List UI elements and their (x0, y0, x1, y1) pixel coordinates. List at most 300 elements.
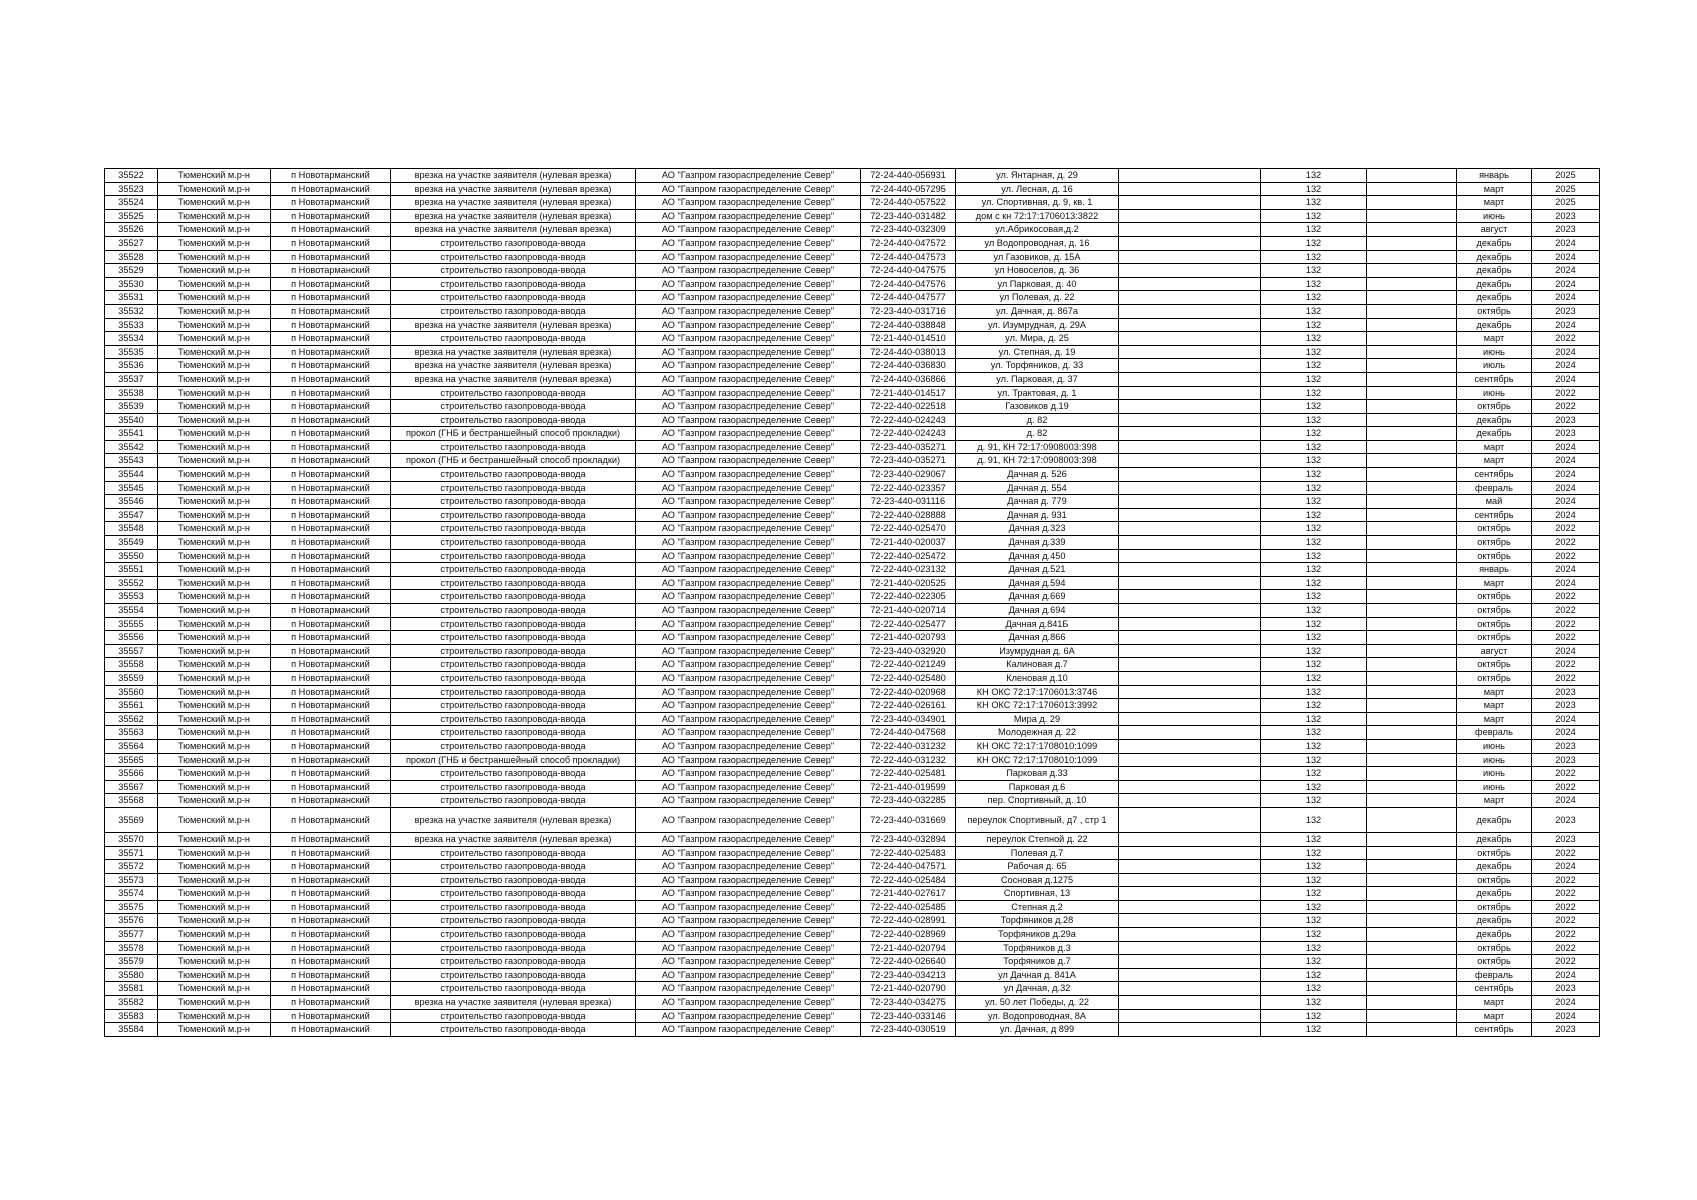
work-type-cell: врезка на участке заявителя (нулевая врезка) (391, 372, 636, 386)
month-cell: декабрь (1457, 236, 1532, 250)
empty-cell (1119, 780, 1261, 794)
empty-cell (1119, 712, 1261, 726)
request-number-cell: 72-22-440-026640 (861, 955, 956, 969)
request-number-cell: 72-22-440-020968 (861, 685, 956, 699)
request-number-cell: 72-23-440-033146 (861, 1009, 956, 1023)
table-row (105, 712, 1600, 726)
address-cell: КН ОКС 72:17:1708010:1099 (956, 739, 1119, 753)
district-cell: Тюменский м.р-н (158, 359, 271, 373)
year-cell: 2024 (1532, 794, 1600, 808)
empty-cell (1367, 996, 1457, 1010)
organization-cell: АО "Газпром газораспределение Север" (636, 291, 861, 305)
organization-cell: АО "Газпром газораспределение Север" (636, 250, 861, 264)
empty-cell (1367, 522, 1457, 536)
empty-cell (1367, 182, 1457, 196)
settlement-cell: п Новотарманский (271, 941, 391, 955)
table-row (105, 495, 1600, 509)
request-number-cell: 72-23-440-034901 (861, 712, 956, 726)
month-cell: май (1457, 495, 1532, 509)
row-id-cell: 35574 (105, 887, 158, 901)
work-type-cell: врезка на участке заявителя (нулевая врезка) (391, 996, 636, 1010)
work-type-cell: строительство газопровода-ввода (391, 250, 636, 264)
month-cell: декабрь (1457, 291, 1532, 305)
month-cell: декабрь (1457, 914, 1532, 928)
month-cell: сентябрь (1457, 508, 1532, 522)
request-number-cell: 72-23-440-029067 (861, 468, 956, 482)
request-number-cell: 72-22-440-025483 (861, 846, 956, 860)
district-cell: Тюменский м.р-н (158, 400, 271, 414)
empty-cell (1119, 604, 1261, 618)
empty-cell (1119, 440, 1261, 454)
work-type-cell: строительство газопровода-ввода (391, 440, 636, 454)
work-type-cell: строительство газопровода-ввода (391, 604, 636, 618)
request-number-cell: 72-24-440-047568 (861, 726, 956, 740)
empty-cell (1119, 996, 1261, 1010)
empty-cell (1119, 846, 1261, 860)
work-type-cell: строительство газопровода-ввода (391, 968, 636, 982)
value-cell: 132 (1261, 196, 1367, 210)
request-number-cell: 72-22-440-023357 (861, 481, 956, 495)
month-cell: март (1457, 576, 1532, 590)
organization-cell: АО "Газпром газораспределение Север" (636, 536, 861, 550)
month-cell: декабрь (1457, 832, 1532, 846)
empty-cell (1367, 468, 1457, 482)
empty-cell (1367, 1023, 1457, 1037)
district-cell: Тюменский м.р-н (158, 887, 271, 901)
month-cell: октябрь (1457, 671, 1532, 685)
organization-cell: АО "Газпром газораспределение Север" (636, 359, 861, 373)
empty-cell (1367, 699, 1457, 713)
row-id-cell: 35580 (105, 968, 158, 982)
district-cell: Тюменский м.р-н (158, 753, 271, 767)
value-cell: 132 (1261, 767, 1367, 781)
work-type-cell: строительство газопровода-ввода (391, 617, 636, 631)
address-cell: Спортивная, 13 (956, 887, 1119, 901)
table-row (105, 209, 1600, 223)
empty-cell (1119, 968, 1261, 982)
organization-cell: АО "Газпром газораспределение Север" (636, 481, 861, 495)
work-type-cell: прокол (ГНБ и бестраншейный способ прокладки) (391, 454, 636, 468)
value-cell: 132 (1261, 182, 1367, 196)
settlement-cell: п Новотарманский (271, 236, 391, 250)
year-cell: 2022 (1532, 522, 1600, 536)
settlement-cell: п Новотарманский (271, 739, 391, 753)
work-type-cell: строительство газопровода-ввода (391, 873, 636, 887)
request-number-cell: 72-24-440-038848 (861, 318, 956, 332)
year-cell: 2024 (1532, 576, 1600, 590)
request-number-cell: 72-21-440-020714 (861, 604, 956, 618)
row-id-cell: 35581 (105, 982, 158, 996)
value-cell: 132 (1261, 440, 1367, 454)
address-cell: Дачная д.669 (956, 590, 1119, 604)
row-id-cell: 35566 (105, 767, 158, 781)
table-row (105, 996, 1600, 1010)
work-type-cell: строительство газопровода-ввода (391, 264, 636, 278)
organization-cell: АО "Газпром газораспределение Север" (636, 914, 861, 928)
request-number-cell: 72-23-440-032920 (861, 644, 956, 658)
work-type-cell: строительство газопровода-ввода (391, 928, 636, 942)
row-id-cell: 35569 (105, 807, 158, 832)
row-id-cell: 35554 (105, 604, 158, 618)
request-number-cell: 72-22-440-024243 (861, 427, 956, 441)
value-cell: 132 (1261, 236, 1367, 250)
request-number-cell: 72-24-440-036866 (861, 372, 956, 386)
month-cell: октябрь (1457, 304, 1532, 318)
year-cell: 2024 (1532, 644, 1600, 658)
year-cell: 2022 (1532, 955, 1600, 969)
row-id-cell: 35538 (105, 386, 158, 400)
address-cell: Дачная д.323 (956, 522, 1119, 536)
organization-cell: АО "Газпром газораспределение Север" (636, 604, 861, 618)
year-cell: 2023 (1532, 739, 1600, 753)
settlement-cell: п Новотарманский (271, 767, 391, 781)
work-type-cell: строительство газопровода-ввода (391, 304, 636, 318)
settlement-cell: п Новотарманский (271, 712, 391, 726)
empty-cell (1367, 739, 1457, 753)
value-cell: 132 (1261, 644, 1367, 658)
empty-cell (1119, 359, 1261, 373)
table-row (105, 873, 1600, 887)
work-type-cell: строительство газопровода-ввода (391, 522, 636, 536)
work-type-cell: строительство газопровода-ввода (391, 413, 636, 427)
row-id-cell: 35528 (105, 250, 158, 264)
value-cell: 132 (1261, 739, 1367, 753)
empty-cell (1367, 400, 1457, 414)
district-cell: Тюменский м.р-н (158, 941, 271, 955)
request-number-cell: 72-22-440-021249 (861, 658, 956, 672)
request-number-cell: 72-23-440-030519 (861, 1023, 956, 1037)
year-cell: 2022 (1532, 928, 1600, 942)
empty-cell (1367, 900, 1457, 914)
organization-cell: АО "Газпром газораспределение Север" (636, 807, 861, 832)
address-cell: Калиновая д.7 (956, 658, 1119, 672)
row-id-cell: 35558 (105, 658, 158, 672)
empty-cell (1119, 739, 1261, 753)
settlement-cell: п Новотарманский (271, 968, 391, 982)
empty-cell (1119, 699, 1261, 713)
empty-cell (1367, 928, 1457, 942)
empty-cell (1119, 887, 1261, 901)
row-id-cell: 35544 (105, 468, 158, 482)
row-id-cell: 35526 (105, 223, 158, 237)
district-cell: Тюменский м.р-н (158, 712, 271, 726)
empty-cell (1367, 250, 1457, 264)
empty-cell (1367, 169, 1457, 183)
year-cell: 2022 (1532, 386, 1600, 400)
request-number-cell: 72-22-440-024243 (861, 413, 956, 427)
table-row (105, 1023, 1600, 1037)
year-cell: 2024 (1532, 291, 1600, 305)
district-cell: Тюменский м.р-н (158, 590, 271, 604)
table-row (105, 671, 1600, 685)
request-number-cell: 72-23-440-031716 (861, 304, 956, 318)
address-cell: ул Дачная, д.32 (956, 982, 1119, 996)
settlement-cell: п Новотарманский (271, 332, 391, 346)
organization-cell: АО "Газпром газораспределение Север" (636, 671, 861, 685)
row-id-cell: 35560 (105, 685, 158, 699)
empty-cell (1119, 495, 1261, 509)
work-type-cell: строительство газопровода-ввода (391, 780, 636, 794)
district-cell: Тюменский м.р-н (158, 236, 271, 250)
table-row (105, 169, 1600, 183)
empty-cell (1119, 223, 1261, 237)
empty-cell (1367, 780, 1457, 794)
district-cell: Тюменский м.р-н (158, 427, 271, 441)
table-row (105, 481, 1600, 495)
district-cell: Тюменский м.р-н (158, 631, 271, 645)
district-cell: Тюменский м.р-н (158, 846, 271, 860)
empty-cell (1119, 345, 1261, 359)
settlement-cell: п Новотарманский (271, 726, 391, 740)
year-cell: 2024 (1532, 372, 1600, 386)
empty-cell (1119, 427, 1261, 441)
organization-cell: АО "Газпром газораспределение Север" (636, 739, 861, 753)
month-cell: март (1457, 196, 1532, 210)
district-cell: Тюменский м.р-н (158, 563, 271, 577)
settlement-cell: п Новотарманский (271, 900, 391, 914)
empty-cell (1367, 427, 1457, 441)
settlement-cell: п Новотарманский (271, 576, 391, 590)
empty-cell (1367, 631, 1457, 645)
address-cell: ул Новоселов, д. 36 (956, 264, 1119, 278)
month-cell: июнь (1457, 767, 1532, 781)
organization-cell: АО "Газпром газораспределение Север" (636, 928, 861, 942)
work-type-cell: строительство газопровода-ввода (391, 481, 636, 495)
row-id-cell: 35557 (105, 644, 158, 658)
settlement-cell: п Новотарманский (271, 699, 391, 713)
year-cell: 2024 (1532, 1009, 1600, 1023)
month-cell: январь (1457, 563, 1532, 577)
district-cell: Тюменский м.р-н (158, 304, 271, 318)
organization-cell: АО "Газпром газораспределение Север" (636, 996, 861, 1010)
month-cell: март (1457, 182, 1532, 196)
empty-cell (1367, 223, 1457, 237)
empty-cell (1367, 563, 1457, 577)
empty-cell (1119, 291, 1261, 305)
address-cell: ул. Торфяников, д. 33 (956, 359, 1119, 373)
settlement-cell: п Новотарманский (271, 753, 391, 767)
address-cell: Изумрудная д. 6А (956, 644, 1119, 658)
empty-cell (1119, 264, 1261, 278)
district-cell: Тюменский м.р-н (158, 685, 271, 699)
row-id-cell: 35531 (105, 291, 158, 305)
table-row (105, 318, 1600, 332)
empty-cell (1367, 495, 1457, 509)
empty-cell (1367, 887, 1457, 901)
work-type-cell: строительство газопровода-ввода (391, 794, 636, 808)
month-cell: октябрь (1457, 631, 1532, 645)
table-row (105, 468, 1600, 482)
table-row (105, 780, 1600, 794)
month-cell: июнь (1457, 780, 1532, 794)
table-row (105, 699, 1600, 713)
district-cell: Тюменский м.р-н (158, 928, 271, 942)
month-cell: июль (1457, 359, 1532, 373)
district-cell: Тюменский м.р-н (158, 169, 271, 183)
empty-cell (1119, 753, 1261, 767)
empty-cell (1367, 209, 1457, 223)
month-cell: декабрь (1457, 807, 1532, 832)
table-row (105, 508, 1600, 522)
empty-cell (1367, 332, 1457, 346)
settlement-cell: п Новотарманский (271, 196, 391, 210)
value-cell: 132 (1261, 887, 1367, 901)
table-row (105, 522, 1600, 536)
request-number-cell: 72-22-440-031232 (861, 753, 956, 767)
empty-cell (1367, 304, 1457, 318)
year-cell: 2024 (1532, 495, 1600, 509)
year-cell: 2023 (1532, 832, 1600, 846)
year-cell: 2023 (1532, 685, 1600, 699)
organization-cell: АО "Газпром газораспределение Север" (636, 196, 861, 210)
settlement-cell: п Новотарманский (271, 522, 391, 536)
district-cell: Тюменский м.р-н (158, 873, 271, 887)
row-id-cell: 35572 (105, 860, 158, 874)
district-cell: Тюменский м.р-н (158, 576, 271, 590)
district-cell: Тюменский м.р-н (158, 860, 271, 874)
settlement-cell: п Новотарманский (271, 454, 391, 468)
settlement-cell: п Новотарманский (271, 495, 391, 509)
work-type-cell: строительство газопровода-ввода (391, 658, 636, 672)
value-cell: 132 (1261, 372, 1367, 386)
table-row (105, 941, 1600, 955)
row-id-cell: 35565 (105, 753, 158, 767)
month-cell: сентябрь (1457, 372, 1532, 386)
year-cell: 2022 (1532, 549, 1600, 563)
organization-cell: АО "Газпром газораспределение Север" (636, 767, 861, 781)
work-type-cell: врезка на участке заявителя (нулевая врезка) (391, 345, 636, 359)
month-cell: февраль (1457, 481, 1532, 495)
empty-cell (1119, 726, 1261, 740)
table-row (105, 386, 1600, 400)
year-cell: 2022 (1532, 536, 1600, 550)
request-number-cell: 72-22-440-025480 (861, 671, 956, 685)
value-cell: 132 (1261, 209, 1367, 223)
request-number-cell: 72-24-440-047572 (861, 236, 956, 250)
year-cell: 2024 (1532, 318, 1600, 332)
organization-cell: АО "Газпром газораспределение Север" (636, 508, 861, 522)
month-cell: октябрь (1457, 658, 1532, 672)
empty-cell (1367, 264, 1457, 278)
district-cell: Тюменский м.р-н (158, 726, 271, 740)
request-number-cell: 72-22-440-025484 (861, 873, 956, 887)
organization-cell: АО "Газпром газораспределение Север" (636, 726, 861, 740)
request-number-cell: 72-22-440-026161 (861, 699, 956, 713)
value-cell: 132 (1261, 359, 1367, 373)
year-cell: 2023 (1532, 223, 1600, 237)
year-cell: 2022 (1532, 900, 1600, 914)
settlement-cell: п Новотарманский (271, 794, 391, 808)
address-cell: Дачная д. 526 (956, 468, 1119, 482)
organization-cell: АО "Газпром газораспределение Север" (636, 658, 861, 672)
request-number-cell: 72-24-440-057522 (861, 196, 956, 210)
settlement-cell: п Новотарманский (271, 1009, 391, 1023)
empty-cell (1119, 304, 1261, 318)
year-cell: 2024 (1532, 860, 1600, 874)
request-number-cell: 72-23-440-032894 (861, 832, 956, 846)
request-number-cell: 72-23-440-032309 (861, 223, 956, 237)
organization-cell: АО "Газпром газораспределение Север" (636, 860, 861, 874)
settlement-cell: п Новотарманский (271, 427, 391, 441)
request-number-cell: 72-22-440-031232 (861, 739, 956, 753)
empty-cell (1119, 807, 1261, 832)
table-row (105, 563, 1600, 577)
district-cell: Тюменский м.р-н (158, 767, 271, 781)
empty-cell (1119, 400, 1261, 414)
value-cell: 132 (1261, 982, 1367, 996)
settlement-cell: п Новотарманский (271, 563, 391, 577)
address-cell: Дачная д.339 (956, 536, 1119, 550)
address-cell: д. 91, КН 72:17:0908003:398 (956, 440, 1119, 454)
work-type-cell: врезка на участке заявителя (нулевая врезка) (391, 223, 636, 237)
work-type-cell: строительство газопровода-ввода (391, 563, 636, 577)
value-cell: 132 (1261, 304, 1367, 318)
table-row (105, 644, 1600, 658)
table-row (105, 982, 1600, 996)
row-id-cell: 35550 (105, 549, 158, 563)
table-row (105, 631, 1600, 645)
settlement-cell: п Новотарманский (271, 685, 391, 699)
empty-cell (1367, 832, 1457, 846)
value-cell: 132 (1261, 400, 1367, 414)
empty-cell (1367, 481, 1457, 495)
district-cell: Тюменский м.р-н (158, 914, 271, 928)
row-id-cell: 35541 (105, 427, 158, 441)
value-cell: 132 (1261, 318, 1367, 332)
empty-cell (1119, 1009, 1261, 1023)
organization-cell: АО "Газпром газораспределение Север" (636, 427, 861, 441)
value-cell: 132 (1261, 712, 1367, 726)
year-cell: 2022 (1532, 846, 1600, 860)
row-id-cell: 35563 (105, 726, 158, 740)
row-id-cell: 35571 (105, 846, 158, 860)
value-cell: 132 (1261, 549, 1367, 563)
request-number-cell: 72-24-440-047577 (861, 291, 956, 305)
district-cell: Тюменский м.р-н (158, 780, 271, 794)
request-number-cell: 72-24-440-047571 (861, 860, 956, 874)
value-cell: 132 (1261, 658, 1367, 672)
work-type-cell: строительство газопровода-ввода (391, 767, 636, 781)
month-cell: январь (1457, 169, 1532, 183)
value-cell: 132 (1261, 563, 1367, 577)
work-type-cell: строительство газопровода-ввода (391, 590, 636, 604)
empty-cell (1119, 928, 1261, 942)
address-cell: Мира д. 29 (956, 712, 1119, 726)
year-cell: 2024 (1532, 968, 1600, 982)
request-number-cell: 72-22-440-025485 (861, 900, 956, 914)
organization-cell: АО "Газпром газораспределение Север" (636, 345, 861, 359)
district-cell: Тюменский м.р-н (158, 345, 271, 359)
row-id-cell: 35578 (105, 941, 158, 955)
work-type-cell: строительство газопровода-ввода (391, 400, 636, 414)
month-cell: июнь (1457, 209, 1532, 223)
address-cell: ул.Абрикосовая,д.2 (956, 223, 1119, 237)
empty-cell (1119, 169, 1261, 183)
table-row (105, 658, 1600, 672)
district-cell: Тюменский м.р-н (158, 386, 271, 400)
table-row (105, 807, 1600, 832)
district-cell: Тюменский м.р-н (158, 982, 271, 996)
address-cell: Торфяников д.29а (956, 928, 1119, 942)
address-cell: Дачная д.521 (956, 563, 1119, 577)
work-type-cell: строительство газопровода-ввода (391, 726, 636, 740)
organization-cell: АО "Газпром газораспределение Север" (636, 400, 861, 414)
year-cell: 2023 (1532, 413, 1600, 427)
address-cell: Парковая д.33 (956, 767, 1119, 781)
organization-cell: АО "Газпром газораспределение Север" (636, 495, 861, 509)
settlement-cell: п Новотарманский (271, 264, 391, 278)
month-cell: октябрь (1457, 900, 1532, 914)
